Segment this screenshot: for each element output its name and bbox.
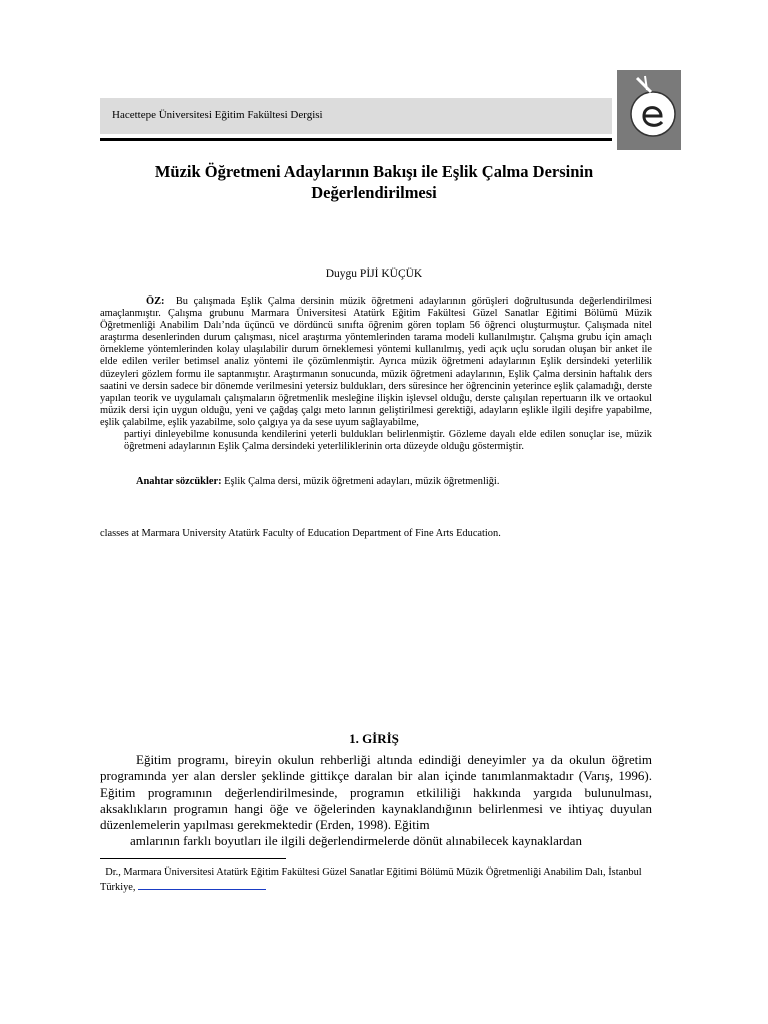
english-fragment: classes at Marmara University Atatürk Faculty of Education Department of Fine Arts Education.	[100, 528, 501, 539]
introduction-body	[100, 752, 652, 850]
abstract-label: ÖZ:	[146, 296, 165, 307]
keywords-text: Eşlik Çalma dersi, müzik öğretmeni adayları, müzik öğretmenliği.	[224, 476, 500, 487]
keywords	[136, 476, 499, 487]
title-line-2: Değerlendirilmesi	[311, 183, 437, 202]
footnote-text: Dr., Marmara Üniversitesi Atatürk Eğitim Fakültesi Güzel Sanatlar Eğitimi Bölümü Müzik Öğretmenliği Anabilim Dalı, İstanbul Türkiye,	[100, 867, 642, 893]
article-title	[100, 161, 648, 203]
logo-e-icon	[617, 70, 681, 150]
abstract-text: Bu çalışmada Eşlik Çalma dersinin müzik öğretmeni adaylarının görüşleri doğrultusunda değerlendirilmesi amaçlanmıştır. Çalışma grubunu Marmara Üniversitesi Atatürk Eğitim Fakültesi Güzel Sanatlar Eğitimi Bölümü Müzik Öğretmenliği Anabilim Dalı’nda üçüncü ve dördüncü sınıfta öğrenim gören toplam 56 öğrenci oluşturmuştur. Çalışmada nitel araştırma desenlerinden durum çalışması, nicel araştırma yöntemlerinden tarama modeli kullanılmıştır. Çalışma grubu için amaçlı örnekleme yöntemlerinden kolay ulaşılabilir durum örneklemesi yöntemi kullanılmış, yedi açık uçlu sorudan oluşan bir anket ile elde edilen veriler betimsel analiz yöntemi ile çözümlenmiştir. Ayrıca müzik öğretmeni adaylarının Eşlik dersindeki yeterlilik düzeyleri gözlem formu ile saptanmıştır. Araştırmanın sonucunda, müzik öğretmeni adaylarının, Eşlik Çalma dersinin haftalık ders saatini ve dersin sadece bir dönemde verilmesini yetersiz buldukları, ders süresince her öğrencinin yeterince eşlik çalamadığı, derste yapılan teorik ve uygulamalı çalışmaların öğretmenlik mesleğine ilişkin işlevsel olduğu, derste çalışılan repertuarın ilk ve ortaokul müzik dersi için uygun olduğu, yeni ve çağdaş çalgı meto larının geliştirilmesi gerektiği, adayların eşlikle ilgili deşifre yapabilme, eşlik çalabilme, eşlik yazabilme, solo çalgıya ya da sese uyum sağlayabilme,	[100, 296, 652, 428]
author-name: Duygu PİJİ KÜÇÜK	[325, 268, 423, 280]
footnote-rule	[100, 858, 286, 859]
intro-paragraph: Eğitim programı, bireyin okulun rehberliği altında edindiği deneyimler ya da okulun öğretim programında yer alan dersler şeklinde gittikçe daralan bir alan içinde tanımlanmaktadır (Varış, 1996). Eğitim programının değerlendirilmesinde, programın etkililiği hakkında yargıda bulunulması, aksaklıkların programın hangi öğe ve öğelerinden kaynaklandığının belirlenmesi ve ihtiyaç duyulan düzenlemelerin yapılması gerekmektedir (Erden, 1998). Eğitim	[100, 752, 652, 833]
footnote	[100, 866, 660, 894]
keywords-label: Anahtar sözcükler:	[136, 476, 222, 487]
abstract-text-cont: partiyi dinleyebilme konusunda kendilerini yeterli buldukları belirlenmiştir. Gözleme dayalı elde edilen sonuçlar ise, müzik öğretmeni adaylarının Eşlik Çalma dersindeki yeterliliklerinin orta düzeyde olduğu göstermiştir.	[124, 429, 652, 453]
title-line-1: Müzik Öğretmeni Adaylarının Bakışı ile Eşlik Çalma Dersinin	[154, 162, 594, 181]
section-heading-intro: 1. GİRİŞ	[349, 731, 399, 746]
intro-paragraph-cont: amlarının farklı boyutları ile ilgili değerlendirmelerde dönüt alınabilecek kaynaklardan	[130, 833, 582, 849]
journal-header	[100, 98, 612, 134]
footnote-email-link[interactable]	[138, 880, 266, 890]
abstract	[100, 296, 652, 453]
header-rule	[100, 138, 612, 141]
journal-name: Hacettepe Üniversitesi Eğitim Fakültesi Dergisi	[112, 109, 323, 121]
journal-logo	[617, 70, 681, 150]
